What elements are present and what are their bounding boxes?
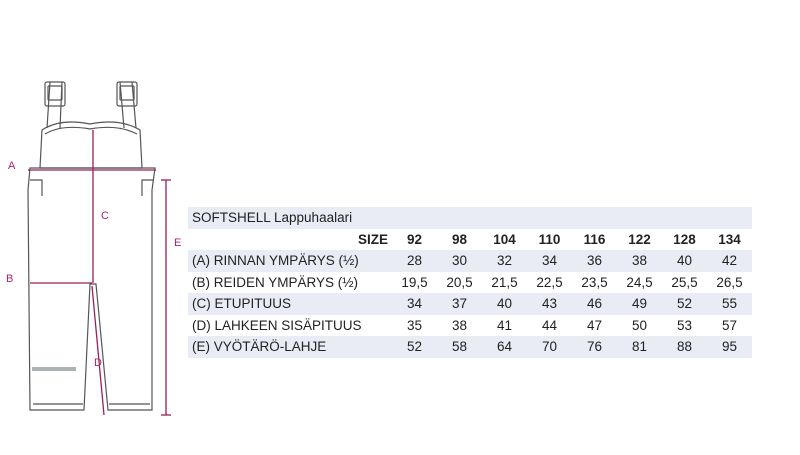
measurement-value: 21,5 — [482, 272, 527, 294]
measurement-value: 49 — [617, 293, 662, 315]
measurement-value: 22,5 — [527, 272, 572, 294]
measurement-value: 24,5 — [617, 272, 662, 294]
measure-label-c: C — [101, 210, 109, 222]
measurement-label: (A) RINNAN YMPÄRYS (½) — [188, 250, 392, 272]
measurement-value: 40 — [662, 250, 707, 272]
measurement-label: (E) VYÖTÄRÖ-LAHJE — [188, 336, 392, 358]
size-chart-table — [188, 207, 752, 358]
measurement-value: 81 — [617, 336, 662, 358]
measurement-value: 34 — [527, 250, 572, 272]
trouser-body — [28, 168, 155, 410]
measurement-value: 50 — [617, 315, 662, 337]
measurement-value: 37 — [437, 293, 482, 315]
size-value: 92 — [392, 229, 437, 251]
size-value: 104 — [482, 229, 527, 251]
size-value: 128 — [662, 229, 707, 251]
table-row — [188, 315, 752, 337]
measurement-value: 36 — [572, 250, 617, 272]
measurement-value: 35 — [392, 315, 437, 337]
measure-label-e: E — [174, 237, 182, 249]
chart-title: SOFTSHELL Lappuhaalari — [188, 207, 752, 229]
size-value: 110 — [527, 229, 572, 251]
measurement-value: 52 — [392, 336, 437, 358]
measurement-value: 34 — [392, 293, 437, 315]
measure-label-d: D — [94, 357, 102, 369]
measurement-value: 28 — [392, 250, 437, 272]
measurement-value: 46 — [572, 293, 617, 315]
measurement-value: 64 — [482, 336, 527, 358]
table-row — [188, 293, 752, 315]
measurement-value: 41 — [482, 315, 527, 337]
measurement-value: 23,5 — [572, 272, 617, 294]
measurement-value: 42 — [707, 250, 752, 272]
measurement-value: 25,5 — [662, 272, 707, 294]
measurement-value: 70 — [527, 336, 572, 358]
measurement-value: 30 — [437, 250, 482, 272]
size-header-row — [188, 229, 752, 251]
measurement-value: 58 — [437, 336, 482, 358]
measurement-value: 38 — [437, 315, 482, 337]
measurement-value: 55 — [707, 293, 752, 315]
measurement-value: 26,5 — [707, 272, 752, 294]
measurement-value: 47 — [572, 315, 617, 337]
title-row — [188, 207, 752, 229]
left-strap — [47, 82, 62, 128]
measurement-value: 52 — [662, 293, 707, 315]
measurement-value: 43 — [527, 293, 572, 315]
measurement-value: 38 — [617, 250, 662, 272]
measurement-value: 44 — [527, 315, 572, 337]
size-chart-body — [188, 207, 752, 358]
measurement-value: 95 — [707, 336, 752, 358]
measurement-value: 19,5 — [392, 272, 437, 294]
size-value: 134 — [707, 229, 752, 251]
measurement-value: 32 — [482, 250, 527, 272]
overalls-illustration — [0, 0, 190, 450]
size-value: 116 — [572, 229, 617, 251]
size-value: 122 — [617, 229, 662, 251]
measure-label-a: A — [8, 160, 16, 172]
measurement-value: 53 — [662, 315, 707, 337]
measurement-value: 57 — [707, 315, 752, 337]
measurement-value: 20,5 — [437, 272, 482, 294]
measurement-label: (C) ETUPITUUS — [188, 293, 392, 315]
table-row — [188, 336, 752, 358]
measurement-value: 88 — [662, 336, 707, 358]
measure-label-b: B — [6, 273, 14, 285]
table-row — [188, 272, 752, 294]
measurement-label: (D) LAHKEEN SISÄPITUUS — [188, 315, 392, 337]
size-value: 98 — [437, 229, 482, 251]
measurement-label: (B) REIDEN YMPÄRYS (½) — [188, 272, 392, 294]
overalls-drawing — [0, 0, 190, 450]
size-label: SIZE — [188, 229, 392, 251]
measurement-value: 76 — [572, 336, 617, 358]
measurement-value: 40 — [482, 293, 527, 315]
table-row — [188, 250, 752, 272]
